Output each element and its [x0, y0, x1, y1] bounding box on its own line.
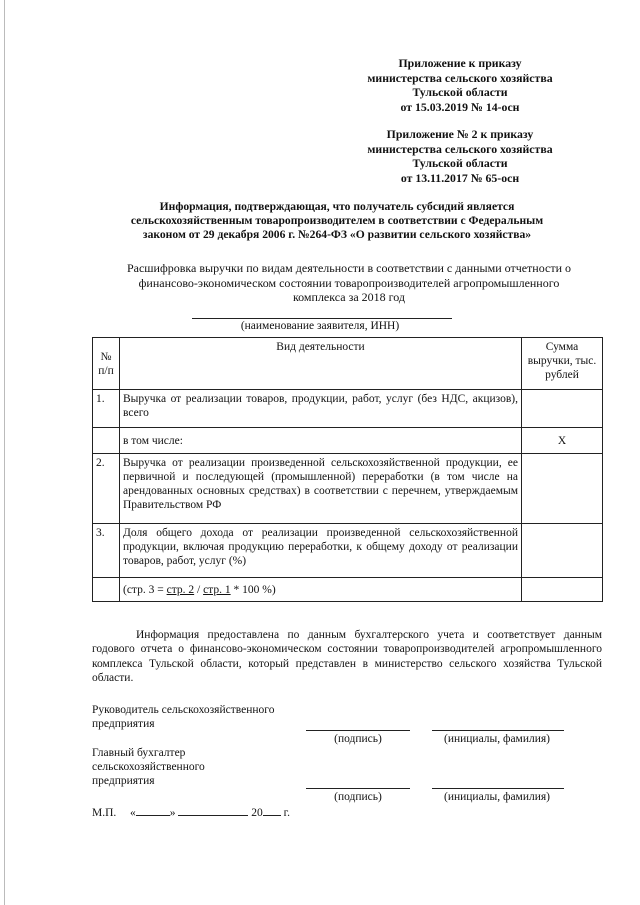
- table-row: [93, 524, 603, 578]
- date-close-quote: »: [169, 807, 176, 819]
- date-open-quote: «: [130, 807, 136, 819]
- appendix-1-line: министерства сельского хозяйства: [367, 70, 553, 85]
- accountant-name-caption: (инициалы, фамилия): [443, 791, 551, 803]
- head-signature-caption: (подпись): [334, 733, 382, 745]
- applicant-blank-line[interactable]: [192, 318, 452, 319]
- row-sum-cell[interactable]: [522, 524, 603, 578]
- stamp-label: М.П.: [92, 807, 117, 819]
- row-activity: Доля общего дохода от реализации произведенной сельскохозяйственной продукции, включая продукцию переработки, к общему доходу от реализации товаров, работ, услуг (%): [120, 524, 522, 578]
- formula-prefix: (стр. 3 =: [123, 583, 167, 596]
- row-activity: Выручка от реализации произведенной сельскохозяйственной продукции, ее первичной и последующей (промышленной) переработки (в том числе на арендованных основных средствах) в соответствии с перечнем, утверждаемым Правительством РФ: [120, 454, 522, 524]
- appendix-1-line: Приложение к приказу: [398, 56, 522, 70]
- accountant-label-line: сельскохозяйственного: [92, 761, 205, 773]
- row-activity: Выручка от реализации товаров, продукции, работ, услуг (без НДС, акцизов), всего: [120, 390, 522, 428]
- accountant-signature-label: [92, 746, 205, 788]
- head-signature-line[interactable]: [306, 730, 410, 731]
- appendix-header-1: [330, 56, 590, 114]
- table-row: [93, 454, 603, 524]
- row-number: [93, 428, 120, 454]
- row-sum-cell: X: [522, 428, 603, 454]
- title-line: Информация, подтверждающая, что получатель субсидий является: [159, 200, 515, 213]
- date-year-suffix: г.: [283, 807, 290, 819]
- accountant-label-line: Главный бухгалтер: [92, 747, 186, 759]
- table-formula-row: [93, 578, 603, 602]
- row-number: 1.: [93, 390, 120, 428]
- header-number: № п/п: [93, 338, 120, 390]
- date-month-blank[interactable]: [178, 805, 248, 816]
- appendix-1-line: от 15.03.2019 № 14-осн: [400, 99, 520, 114]
- head-label-line: предприятия: [92, 718, 155, 730]
- title-line: сельскохозяйственным товаропроизводителем в соответствии с Федеральным: [130, 214, 544, 227]
- formula-suffix: * 100 %): [230, 583, 276, 596]
- appendix-header-2: [330, 127, 590, 185]
- appendix-1-line: Тульской области: [412, 85, 508, 99]
- note-paragraph: Информация предоставлена по данным бухгалтерского учета и соответствует данным годового отчета о финансово-экономическом состоянии товаропроизводителей агропромышленного комплекса Тульской области, который представлен в министерство сельского хозяйства Тульской области.: [92, 629, 602, 684]
- head-name-caption: (инициалы, фамилия): [443, 733, 551, 745]
- accountant-signature-caption: (подпись): [334, 791, 382, 803]
- date-day-blank[interactable]: [136, 805, 170, 816]
- revenue-table: [92, 337, 603, 602]
- table-row: [93, 428, 603, 454]
- date-year-blank[interactable]: [263, 805, 281, 816]
- document-title: [92, 200, 582, 242]
- formula-number-cell: [93, 578, 120, 602]
- row-number: 2.: [93, 454, 120, 524]
- scan-edge: [4, 0, 5, 905]
- accountant-signature-line[interactable]: [306, 788, 410, 789]
- row-sum-cell[interactable]: [522, 454, 603, 524]
- appendix-2-line: от 13.11.2017 № 65-осн: [400, 170, 520, 185]
- head-label-line: Руководитель сельскохозяйственного: [92, 704, 275, 716]
- formula-sum-cell[interactable]: [522, 578, 603, 602]
- table-header-row: [93, 338, 603, 390]
- subtitle-line: финансово-экономическом состоянии товаропроизводителей агропромышленного: [138, 275, 560, 290]
- formula-term-1: стр. 2: [166, 583, 195, 596]
- table-row: [93, 390, 603, 428]
- appendix-2-line: Тульской области: [412, 156, 508, 170]
- header-sum: Сумма выручки, тыс. рублей: [522, 338, 603, 390]
- formula-cell: [120, 578, 522, 602]
- date-century: 20: [251, 807, 263, 819]
- applicant-caption: (наименование заявителя, ИНН): [240, 320, 400, 332]
- header-activity: Вид деятельности: [120, 338, 522, 390]
- head-signature-label: [92, 703, 274, 731]
- subtitle-line: Расшифровка выручки по видам деятельности в соответствии с данными отчетности о: [126, 261, 572, 275]
- document-subtitle: [88, 261, 610, 305]
- title-line: законом от 29 декабря 2006 г. №264-ФЗ «О развитии сельского хозяйства»: [142, 228, 532, 241]
- formula-divider: /: [194, 583, 204, 596]
- row-activity: в том числе:: [120, 428, 522, 454]
- row-number: 3.: [93, 524, 120, 578]
- accountant-name-line[interactable]: [432, 788, 564, 789]
- stamp-date-line: [92, 805, 290, 819]
- appendix-2-line: Приложение № 2 к приказу: [386, 127, 534, 141]
- appendix-2-line: министерства сельского хозяйства: [367, 141, 553, 156]
- accountant-label-line: предприятия: [92, 775, 155, 787]
- subtitle-line: комплекса за 2018 год: [292, 290, 406, 304]
- head-name-line[interactable]: [432, 730, 564, 731]
- row-sum-cell[interactable]: [522, 390, 603, 428]
- formula-term-2: стр. 1: [203, 583, 231, 596]
